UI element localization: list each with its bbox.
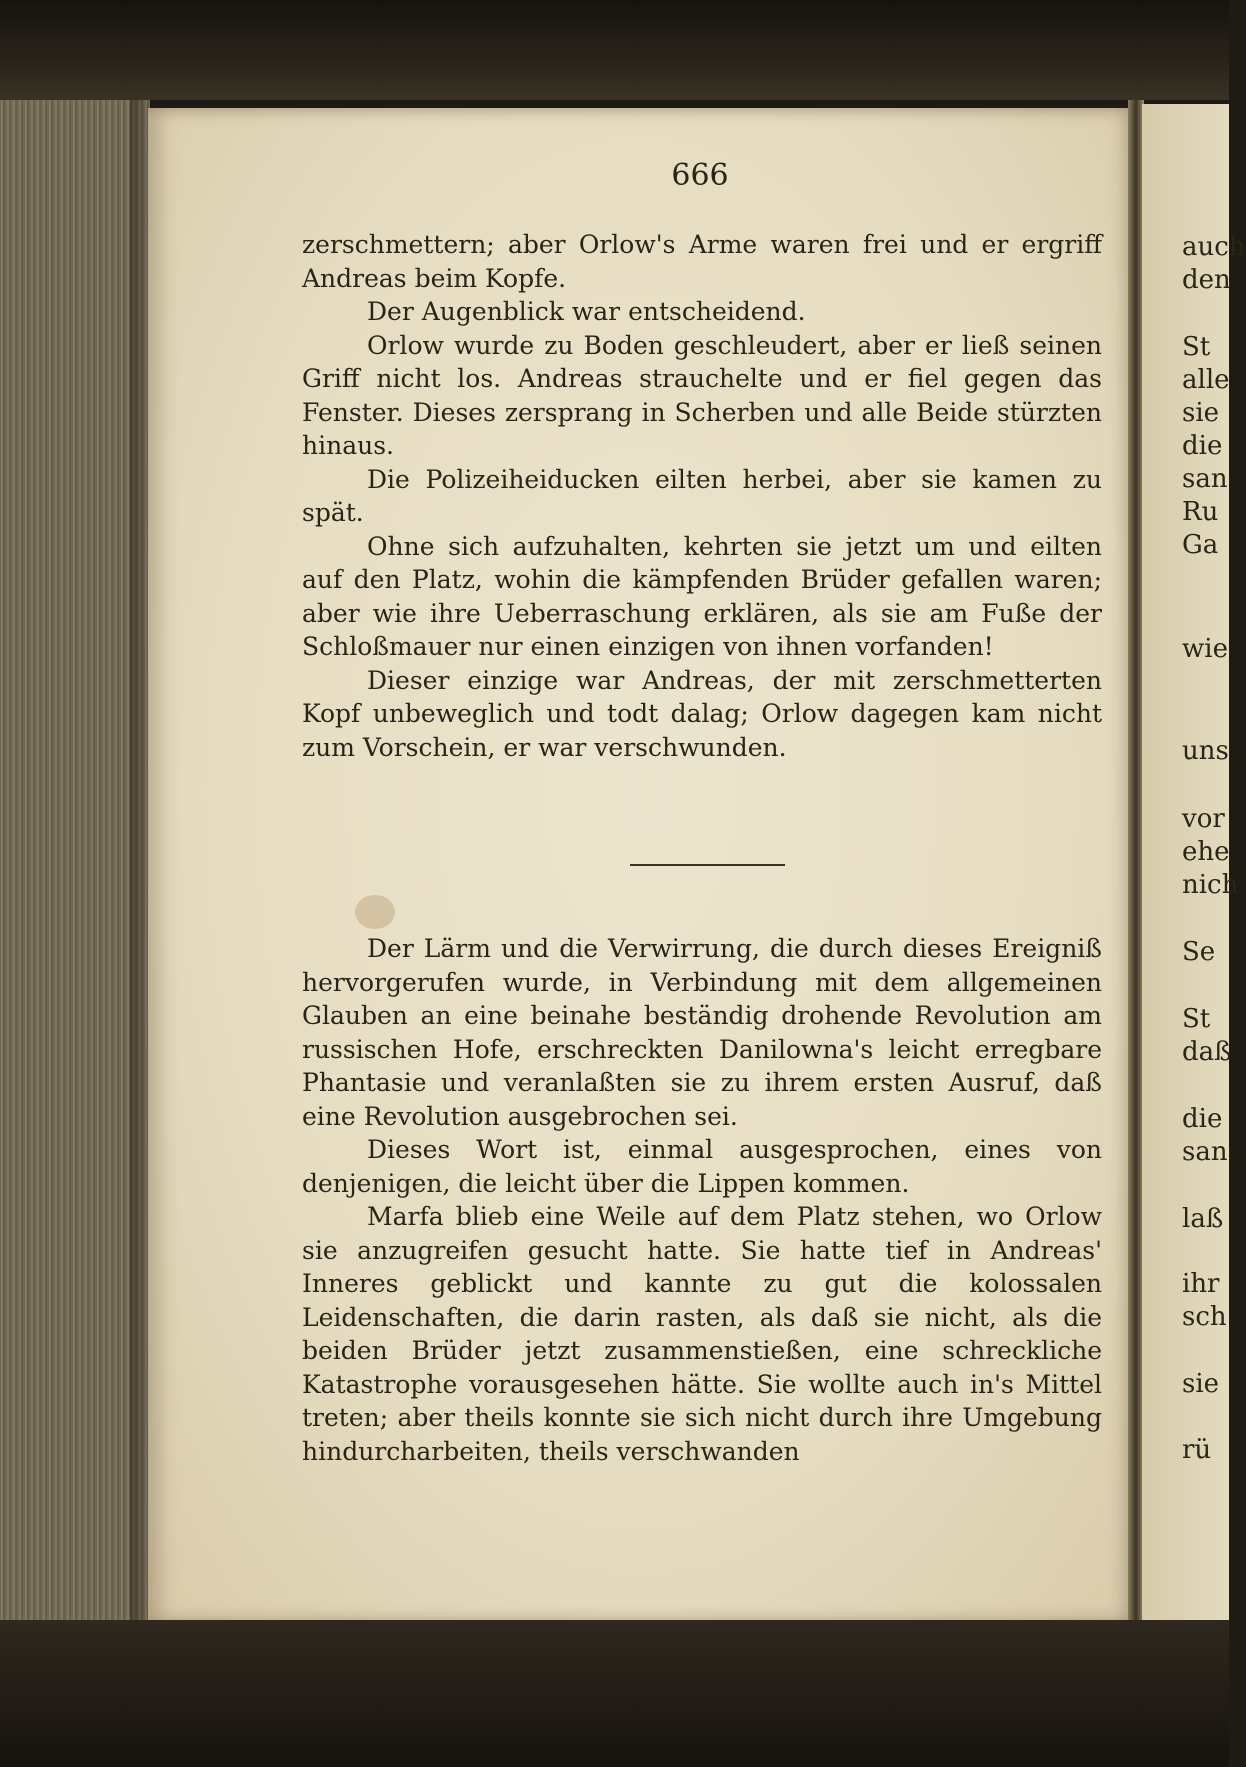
paragraph: Der Lärm und die Verwirrung, die durch dieses Ereigniß hervorgerufen wurde, in Verbindung mit dem allgemeinen Glauben an eine beinahe beständig drohende Revolution am russischen Hofe, erschreckten Danilowna's leicht erregbare Phantasie und veranlaßten sie zu ihrem ersten Ausruf, daß eine Revolution ausgebrochen sei. [302,934,1102,1131]
next-page-fragment: Se [1182,937,1216,967]
next-page-fragment: auch [1182,232,1246,262]
book-cover-top [0,0,1229,100]
next-page-fragment: san [1182,464,1228,494]
paragraph: Die Polizeiheiducken eilten herbei, aber sie kamen zu spät. [302,464,1102,527]
page-number: 666 [671,158,729,193]
next-page-fragment: san [1182,1137,1228,1167]
next-page-fragment: Ru [1182,497,1219,527]
next-page-fragment: Ga [1182,530,1219,560]
paper-stain [355,895,395,929]
spine-shadow [130,100,150,1625]
next-page-fragment: daß [1182,1037,1232,1067]
next-page-fragment: wie [1182,634,1228,664]
next-page-fragment: ihr [1182,1269,1220,1299]
text-block-bottom [302,932,1102,1468]
paragraph: zerschmettern; aber Orlow's Arme waren frei und er ergriff Andreas beim Kopfe. [302,230,1102,293]
book-cover-bottom [0,1620,1229,1767]
next-page-fragment: den [1182,265,1231,295]
next-page-fragment: alle [1182,365,1230,395]
next-page-fragment: St [1182,1004,1211,1034]
next-page-fragment: die [1182,1104,1223,1134]
next-page-fragment: ehe [1182,837,1230,867]
next-page-fragment: die [1182,431,1223,461]
next-page-fragment: rü [1182,1435,1212,1465]
right-page-edge [1142,104,1246,1624]
paragraph: Ohne sich aufzuhalten, kehrten sie jetzt um und eilten auf den Platz, wohin die kämpfenden Brüder gefallen waren; aber wie ihre Ueberraschung erklären, als sie am Fuße der Schloßmauer nur einen einzigen von ihnen vorfanden! [302,531,1102,661]
paragraph: Orlow wurde zu Boden geschleudert, aber er ließ seinen Griff nicht los. Andreas strauchelte und er fiel gegen das Fenster. Dieses zersprang in Scherben und alle Beide stürzten hinaus. [302,330,1102,460]
paragraph: Der Augenblick war entscheidend. [367,297,806,326]
next-page-fragment: nich [1182,870,1239,900]
paragraph: Marfa blieb eine Weile auf dem Platz stehen, wo Orlow sie anzugreifen gesucht hatte. Sie hatte tief in Andreas' Inneres geblickt und kannte zu gut die kolossalen Leidenschaften, die darin rasten, als daß sie nicht, als die beiden Brüder jetzt zusammenstießen, eine schreckliche Katastrophe vorausgesehen hätte. Sie wollte auch in's Mittel treten; aber theils konnte sie sich nicht durch ihre Umgebung hindurcharbeiten, theils verschwanden [302,1202,1102,1466]
next-page-fragment: sie [1182,1369,1220,1399]
paragraph: Dieses Wort ist, einmal ausgesprochen, eines von denjenigen, die leicht über die Lippen kommen. [302,1135,1102,1198]
next-page-fragment: uns [1182,736,1229,766]
next-page-fragment: vor [1182,804,1225,834]
paragraph: Dieser einzige war Andreas, der mit zerschmetterten Kopf unbeweglich und todt dalag; Orlow dagegen kam nicht zum Vorschein, er war verschwunden. [302,665,1102,762]
page-edges [0,100,150,1625]
next-page-fragment: St [1182,332,1211,362]
section-divider [630,864,785,866]
next-page-fragment: sie [1182,398,1220,428]
next-page-fragment: laß [1182,1204,1224,1234]
next-page-fragment: sch [1182,1302,1227,1332]
text-block-top [302,228,1102,764]
